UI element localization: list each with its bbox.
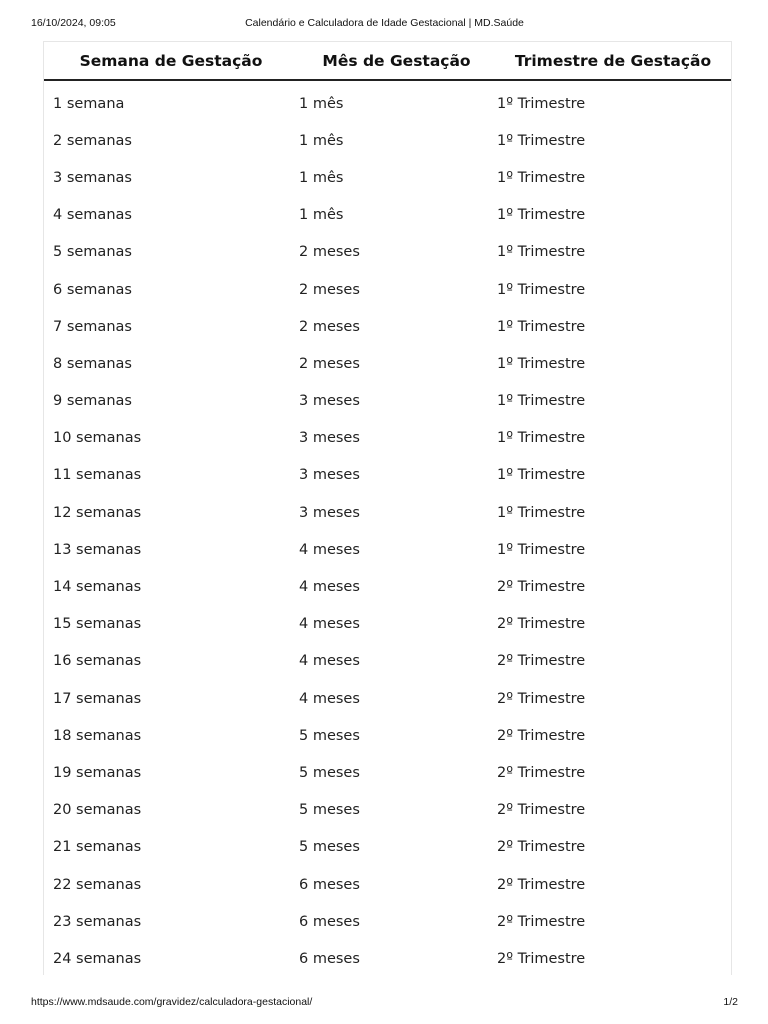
print-header [31,17,738,31]
page-number: 1/2 [723,996,738,1008]
table-row [44,829,731,866]
cell-month: 2 meses [299,244,360,261]
cell-trimester: 2º Trimestre [497,690,586,707]
cell-trimester: 2º Trimestre [497,727,586,744]
table-row [44,568,731,605]
cell-trimester: 2º Trimestre [497,950,586,967]
cell-month: 2 meses [299,281,360,298]
cell-month: 1 mês [299,132,344,149]
table-row [44,122,731,159]
cell-week: 5 semanas [53,244,132,261]
cell-trimester: 1º Trimestre [497,467,586,484]
table-row [44,606,731,643]
cell-month: 3 meses [299,467,360,484]
cell-month: 5 meses [299,727,360,744]
cell-month: 1 mês [299,207,344,224]
column-header-trimester: Trimestre de Gestação [495,42,731,80]
cell-trimester: 1º Trimestre [497,504,586,521]
cell-trimester: 2º Trimestre [497,802,586,819]
cell-month: 2 meses [299,318,360,335]
cell-week: 19 semanas [53,764,142,781]
cell-week: 3 semanas [53,169,132,186]
cell-month: 6 meses [299,950,360,967]
table-header [44,42,731,80]
cell-month: 3 meses [299,393,360,410]
cell-week: 23 semanas [53,913,142,930]
cell-month: 4 meses [299,579,360,596]
cell-week: 10 semanas [53,430,142,447]
cell-week: 14 semanas [53,579,142,596]
table-row [44,234,731,271]
page-url: https://www.mdsaude.com/gravidez/calculadora-gestacional/ [31,996,313,1008]
cell-trimester: 1º Trimestre [497,95,586,112]
table-body [44,80,731,975]
cell-week: 9 semanas [53,393,132,410]
cell-month: 5 meses [299,839,360,856]
cell-week: 24 semanas [53,950,142,967]
cell-week: 13 semanas [53,541,142,558]
cell-month: 2 meses [299,355,360,372]
cell-week: 8 semanas [53,355,132,372]
cell-month: 4 meses [299,541,360,558]
cell-trimester: 1º Trimestre [497,430,586,447]
cell-trimester: 1º Trimestre [497,244,586,261]
table-row [44,80,731,122]
print-footer [31,996,738,1010]
cell-month: 6 meses [299,876,360,893]
cell-month: 1 mês [299,95,344,112]
table-row [44,271,731,308]
column-header-month: Mês de Gestação [298,42,495,80]
cell-week: 21 semanas [53,839,142,856]
cell-trimester: 1º Trimestre [497,207,586,224]
cell-trimester: 1º Trimestre [497,393,586,410]
table-row [44,383,731,420]
gestation-table-container [43,41,732,975]
cell-week: 2 semanas [53,132,132,149]
cell-week: 1 semana [53,95,125,112]
table-row [44,903,731,940]
table-row [44,643,731,680]
cell-week: 18 semanas [53,727,142,744]
cell-week: 12 semanas [53,504,142,521]
cell-week: 20 semanas [53,802,142,819]
cell-week: 6 semanas [53,281,132,298]
cell-trimester: 1º Trimestre [497,169,586,186]
print-datetime: 16/10/2024, 09:05 [31,17,116,29]
cell-trimester: 1º Trimestre [497,355,586,372]
table-row [44,457,731,494]
table-row [44,159,731,196]
cell-week: 15 semanas [53,616,142,633]
cell-trimester: 1º Trimestre [497,541,586,558]
cell-trimester: 2º Trimestre [497,616,586,633]
column-header-week: Semana de Gestação [44,42,298,80]
cell-week: 7 semanas [53,318,132,335]
cell-trimester: 2º Trimestre [497,653,586,670]
cell-trimester: 2º Trimestre [497,579,586,596]
cell-month: 6 meses [299,913,360,930]
cell-month: 4 meses [299,653,360,670]
cell-month: 1 mês [299,169,344,186]
cell-trimester: 1º Trimestre [497,318,586,335]
cell-trimester: 2º Trimestre [497,876,586,893]
table-row [44,197,731,234]
table-row [44,345,731,382]
cell-week: 17 semanas [53,690,142,707]
table-row [44,680,731,717]
table-row [44,308,731,345]
document-title: Calendário e Calculadora de Idade Gestacional | MD.Saúde [245,17,524,29]
cell-trimester: 2º Trimestre [497,764,586,781]
table-row [44,420,731,457]
cell-month: 4 meses [299,616,360,633]
cell-week: 16 semanas [53,653,142,670]
cell-month: 4 meses [299,690,360,707]
gestation-table [44,42,731,975]
cell-trimester: 2º Trimestre [497,913,586,930]
table-row [44,940,731,975]
table-header-row [44,42,731,80]
table-row [44,717,731,754]
cell-trimester: 2º Trimestre [497,839,586,856]
table-row [44,754,731,791]
cell-month: 3 meses [299,504,360,521]
cell-week: 11 semanas [53,467,142,484]
table-row [44,494,731,531]
cell-month: 5 meses [299,764,360,781]
cell-trimester: 1º Trimestre [497,132,586,149]
cell-month: 3 meses [299,430,360,447]
table-row [44,792,731,829]
table-row [44,866,731,903]
cell-week: 22 semanas [53,876,142,893]
table-row [44,531,731,568]
cell-trimester: 1º Trimestre [497,281,586,298]
cell-month: 5 meses [299,802,360,819]
cell-week: 4 semanas [53,207,132,224]
